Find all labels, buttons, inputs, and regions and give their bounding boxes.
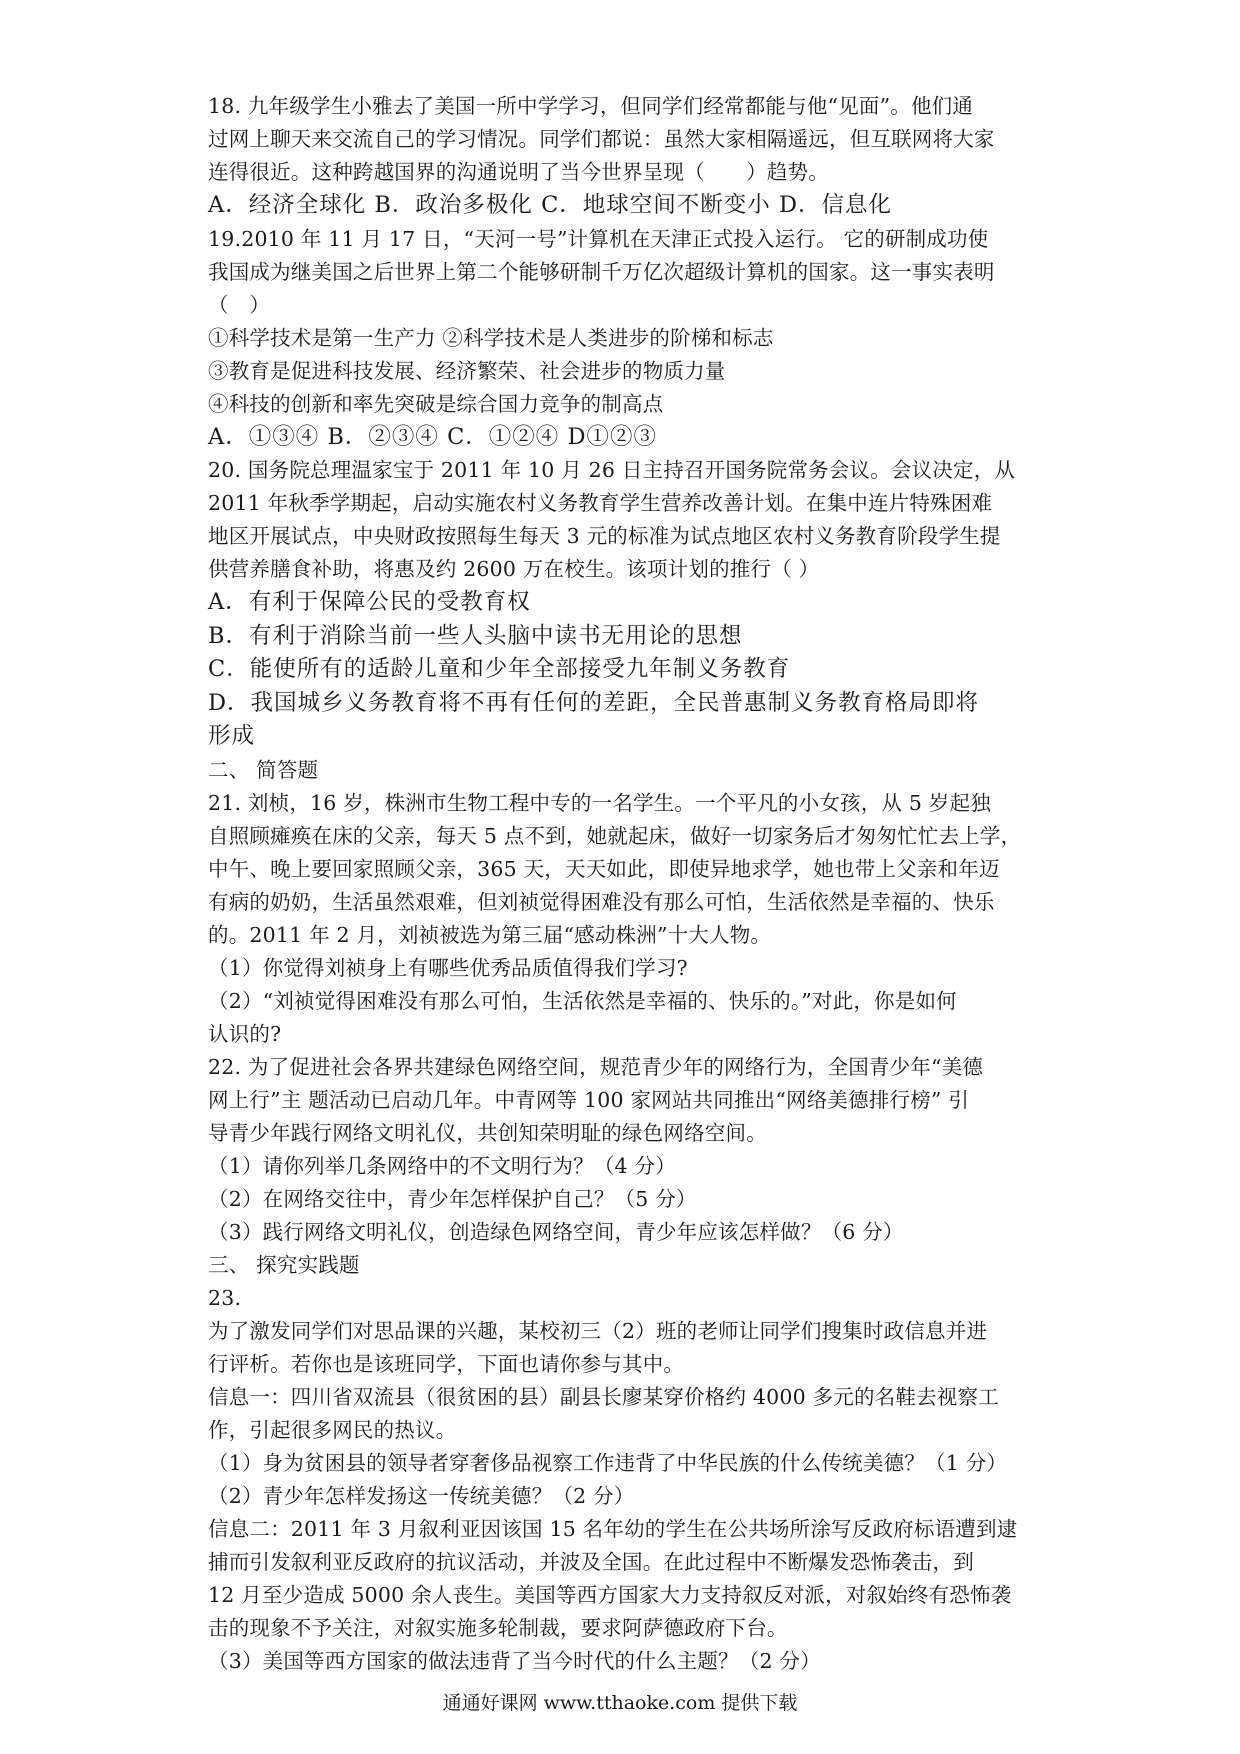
text-line: ③教育是促进科技发展、经济繁荣、社会进步的物质力量 [208,358,726,383]
text-line: 网上行”主 题活动已启动几年。中青网等 100 家网站共同推出“网络美德排行榜” 引 [208,1087,970,1112]
text-line: 12 月至少造成 5000 余人丧生。美国等西方国家大力支持叙反对派，对叙始终有恐怖袭 [208,1582,1012,1607]
text-line: 地区开展试点，中央财政按照每生每天 3 元的标准为试点地区农村义务教育阶段学生提 [208,524,1001,548]
text-line: A．①③④ B．②③④ C．①②④ D①②③ [208,423,657,450]
text-line: 作，引起很多网民的热议。 [208,1417,457,1442]
text-line: ④科技的创新和率先突破是综合国力竞争的制高点 [208,391,664,416]
text-line: （2）青少年怎样发扬这一传统美德？（2 分） [208,1483,635,1508]
text-line: 形成 [208,723,256,749]
text-line: 信息一：四川省双流县（很贫困的县）副县长廖某穿价格约 4000 多元的名鞋去视察工 [208,1384,999,1409]
text-line: 三、 探究实践题 [208,1252,360,1277]
text-line: 过网上聊天来交流自己的学习情况。同学们都说：虽然大家相隔遥远，但互联网将大家 [208,127,995,151]
text-line: A．有利于保障公民的受教育权 [208,589,531,615]
text-line: A．经济全球化 B．政治多极化 C．地球空间不断变小 D．信息化 [208,192,892,218]
text-line: （2）在网络交往中，青少年怎样保护自己？（5 分） [208,1186,697,1211]
text-line: 22. 为了促进社会各界共建绿色网络空间，规范青少年的网络行为，全国青少年“美德 [208,1054,984,1079]
text-line: C．能使所有的适龄儿童和少年全部接受九年制义务教育 [208,656,791,682]
text-line: （1）请你列举几条网络中的不文明行为？（4 分） [208,1153,676,1178]
text-line: 行评析。若你也是该班同学，下面也请你参与其中。 [208,1351,685,1376]
text-line: 连得很近。这种跨越国界的沟通说明了当今世界呈现（ ）趋势。 [208,160,829,184]
text-line: 有病的奶奶，生活虽然艰难，但刘祯觉得困难没有那么可怕，生活依然是幸福的、快乐 [208,889,995,914]
text-line: （1）身为贫困县的领导者穿奢侈品视察工作违背了中华民族的什么传统美德？（1 分） [208,1450,1008,1475]
document-body [208,90,1040,1678]
text-line: 20. 国务院总理温家宝于 2011 年 10 月 26 日主持召开国务院常务会议。会议决定，从 [208,458,1016,482]
text-line: （2）“刘祯觉得困难没有那么可怕，生活依然是幸福的、快乐的。”对此，你是如何 [208,988,957,1013]
text-line: 21. 刘桢，16 岁，株洲市生物工程中专的一名学生。一个平凡的小女孩，从 5 岁起独 [208,790,991,815]
text-line: B．有利于消除当前一些人头脑中读书无用论的思想 [208,622,743,649]
text-line: 信息二：2011 年 3 月叙利亚因该国 15 名年幼的学生在公共场所涂写反政府标语遭到逮 [208,1516,1018,1541]
text-line: （3）美国等西方国家的做法违背了当今时代的什么主题？（2 分） [208,1648,821,1673]
text-line: 捕而引发叙利亚反政府的抗议活动，并波及全国。在此过程中不断爆发恐怖袭击，到 [208,1549,974,1574]
text-line: 18. 九年级学生小雅去了美国一所中学学习，但同学们经常都能与他“见面”。他们通 [208,94,974,118]
text-line: （3）践行网络文明礼仪，创造绿色网络空间，青少年应该怎样做？（6 分） [208,1219,904,1244]
text-line: （ ） [208,292,271,317]
text-line: 导青少年践行网络文明礼仪，共创知荣明耻的绿色网络空间。 [208,1120,767,1145]
text-line: 我国成为继美国之后世界上第二个能够研制千万亿次超级计算机的国家。这一事实表明 [208,259,995,284]
text-line: 19.2010 年 11 月 17 日，“天河一号”计算机在天津正式投入运行。 它的研制成功使 [208,226,989,251]
text-line: 供营养膳食补助，将惠及约 2600 万在校生。该项计划的推行（ ） [208,557,820,581]
text-line: 23. [208,1285,242,1310]
page-footer: 通通好课网 www.tthaoke.com 提供下载 [442,1692,798,1714]
text-line: ①科学技术是第一生产力 ②科学技术是人类进步的阶梯和标志 [208,325,774,350]
text-line: 自照顾瘫痪在床的父亲，每天 5 点不到，她就起床，做好一切家务后才匆匆忙忙去上学， [208,823,1022,848]
text-line: 的。2011 年 2 月，刘祯被选为第三届“感动株洲”十大人物。 [208,922,772,947]
text-line: D．我国城乡义务教育将不再有任何的差距，全民普惠制义务教育格局即将 [208,689,980,716]
text-line: 认识的? [208,1021,282,1046]
text-line: 二、 简答题 [208,757,319,782]
text-line: 为了激发同学们对思品课的兴趣，某校初三（2）班的老师让同学们搜集时政信息并进 [208,1318,988,1343]
text-line: 击的现象不予关注，对叙实施多轮制裁，要求阿萨德政府下台。 [208,1615,788,1640]
text-line: 2011 年秋季学期起，启动实施农村义务教育学生营养改善计划。在集中连片特殊困难 [208,491,993,515]
text-line: 中午、晚上要回家照顾父亲，365 天，天天如此，即使异地求学，她也带上父亲和年迈 [208,856,1000,881]
text-line: （1）你觉得刘祯身上有哪些优秀品质值得我们学习? [208,955,688,980]
